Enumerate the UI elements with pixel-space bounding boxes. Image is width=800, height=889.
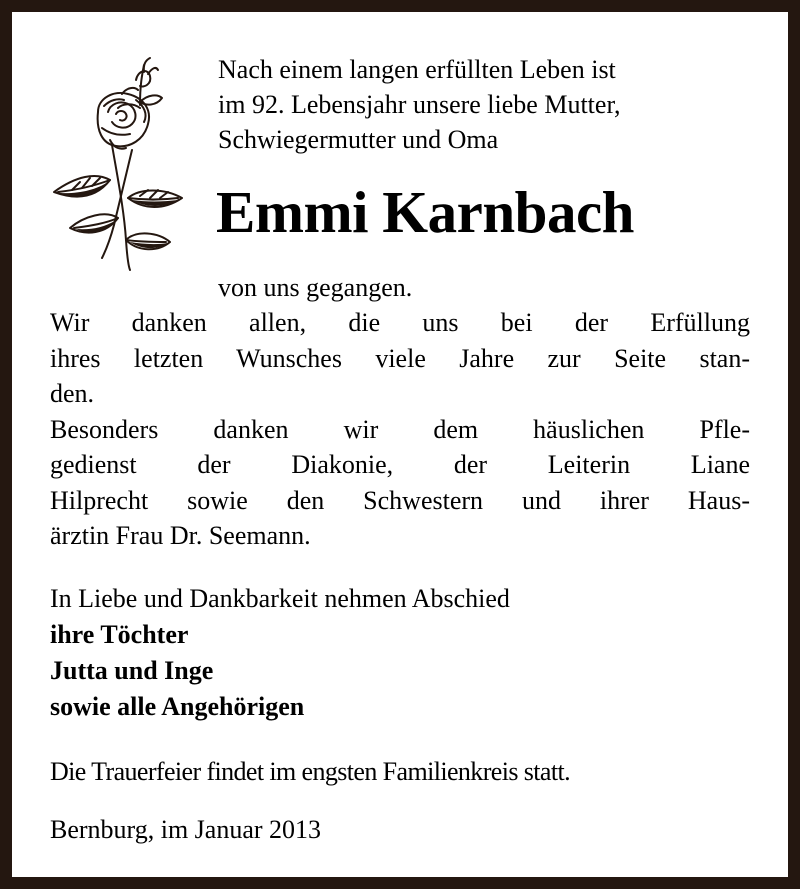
thanks-line: den. [50, 379, 95, 408]
intro-text [218, 52, 758, 157]
deceased-name: Emmi Karnbach [216, 179, 634, 245]
intro-line: Nach einem langen erfüllten Leben ist [218, 55, 616, 84]
intro-line: im 92. Lebensjahr unsere liebe Mutter, [218, 90, 621, 119]
passed-away-line: von uns gegangen. [218, 273, 413, 302]
place-date: Bernburg, im Januar 2013 [50, 815, 322, 844]
signatory-line: Jutta und Inge [50, 656, 214, 685]
ceremony-note: Die Trauerfeier findet im engsten Familienkreis statt. [50, 757, 570, 786]
thanks-line: Wir danken allen, die uns bei der Erfüllung [50, 308, 750, 337]
thanks-line: Besonders danken wir dem häuslichen Pfle- [50, 414, 750, 444]
intro-line: Schwiegermutter und Oma [218, 125, 499, 154]
thanks-line: gedienst der Diakonie, der Leiterin Liane [50, 450, 750, 479]
signatory-line: sowie alle Angehörigen [50, 692, 305, 721]
farewell-line: In Liebe und Dankbarkeit nehmen Abschied [50, 584, 510, 613]
thanks-paragraph [50, 305, 750, 554]
signatory-line: ihre Töchter [50, 620, 189, 649]
thanks-line: Hilprecht sowie den Schwestern und ihrer Haus- [50, 485, 750, 515]
thanks-line: ihres letzten Wunsches viele Jahre zur Seite stan- [50, 343, 750, 373]
rose-icon [40, 50, 190, 278]
farewell-block [50, 581, 750, 725]
thanks-line: ärztin Frau Dr. Seemann. [50, 521, 311, 550]
